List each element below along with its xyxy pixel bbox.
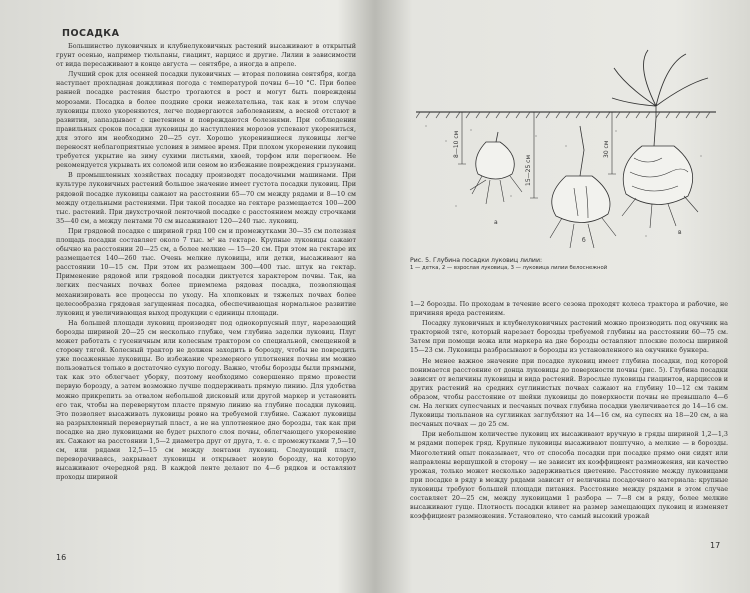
- paragraph: 1—2 борозды. По проходам в течение всего сезона проходят колеса трактора и рабочие, не причиняя вреда растениям.: [410, 300, 728, 318]
- paragraph: При небольшом количестве луковиц их высаживают вручную в гряды шириной 1,2—1,3 м рядами поперек гряд. Крупные луковицы высаживают поштучно, а мелкие — в борозды. Многолетний опыт показывает, что от способа посадки при посадке прямо они сидят или направлены вершушкой в сторону — не зависит их коэффициент размножения, ни качество урожая, только может несколько задерживаться цветение. Расстояние между луковицами при посадке в ряду в между рядами зависит от величины посадочного материала: крупные луковицы требуют большей площади питания. Расстояние между рядами в этом случае составляет 20—25 см, между луковицами 1 разбора — 7—8 см в ряду, более мелкие высаживают гуще. Плотность посадки влияет на размер замещающих луковиц и изменяет коэффициент размножения. Установлено, что самый высокий урожай: [410, 430, 728, 521]
- paragraph: Большинство луковичных и клубнелуковичных растений высаживают в открытый грунт осенью, например тюльпаны, гиацинт, нарцисс и другие. Лилии в зависимости от вида пересаживают в конце августа — сентябре, а иногда в апреле.: [56, 42, 356, 69]
- paragraph: Посадку луковичных и клубнелуковичных растений можно производить под окучник на тракторной тяге, который нарезает борозды требуемой глубины на расстоянии 60—75 см. Затем при помощи ножа или маркера на дне борозды оставляют плоские полосы шириной 15—23 см. Луковицы разбрасывают в борозды из установленного на окучнике бункера.: [410, 319, 728, 355]
- figure-caption: [410, 257, 730, 272]
- soil-hatching: [416, 112, 710, 118]
- bulb-lily: [612, 50, 708, 228]
- bulb-offset: [470, 132, 522, 204]
- page-number: 16: [56, 553, 67, 562]
- section-heading: ПОСАДКА: [62, 28, 120, 39]
- left-page-text: [56, 42, 356, 483]
- paragraph: При грядовой посадке с шириной гряд 100 см и промежутками 30—35 см полезная площадь посадки составляет около 7 тыс. м² на гектаре. Крупные луковицы сажают обычно на расстоянии 20—25 см, а более мелкие — 15—20 см. При этом на гектаре их размещается 140—260 тыс. Очень мелкие луковицы, или детки, высаживают на расстоянии 10—15 см. При этом их размещаем 300—400 тыс. штук на гектар. Применение рядовой или грядовой посадки диктуется характером почвы. Так, на легких песчаных почвах более приемлема рядовая посадка, позволяющая механизировать все процессы по уходу. На хлопковых и тяжелых почвах более целесообразна грядовая загущенная посадка, обеспечивающая нормальное развитие луковиц и увеличивающая выход продукции с единицы площади.: [56, 226, 356, 317]
- depth-label-a: 8—10 см: [453, 130, 460, 158]
- right-page-text: [410, 300, 728, 521]
- letter-a: а: [494, 219, 498, 226]
- letter-b: б: [582, 237, 586, 244]
- caption-title: Рис. 5. Глубина посадки луковиц лилии:: [410, 257, 543, 264]
- paragraph: Не менее важное значение при посадке луковиц имеет глубина посадки, под которой понимается расстояние от донца луковицы до поверхности почвы (рис. 5). Глубина посадки зависит от величины луковицы и вида растений. Взрослые луковицы гиацинтов, нарциссов и других растений на средних суглинистых почвах сажают на глубину 10—12 см таким образом, чтобы расстояние от шейки луковицы до поверхности почвы не превышало 4—6 см. На легких супесчаных и песчаных почвах глубина посадки увеличивается до 14—16 см. Луковицы тюльпанов на суглинках заглубляют на 14—16 см, на супесях на 18—20 см, а на песчаных почвах — до 25 см.: [410, 356, 728, 429]
- planting-depth-figure: [416, 46, 716, 256]
- depth-label-b: 15—25 см: [525, 154, 532, 186]
- left-page: [8, 0, 368, 593]
- letter-c: в: [678, 229, 682, 236]
- paragraph: На большей площади луковиц производят под однокорпусный плуг, нарезающий борозды шириной 20—25 см несколько глубже, чем глубина заделки луковиц. Плуг может работать с гусеничным или колесным трактором со специальной, смещенной в сторону тягой. Колесный трактор не должен заходить в борозду, чтобы не повредить уже посаженные луковицы. Во избежание чрезмерного уплотнения почвы им можно пользоваться только в достаточно сухую погоду. Важно, чтобы борозды были прямыми, так как это облегчает уборку, поэтому необходимо совершенно прямо провести первую борозду, а затем возможно лучше поддерживать прямую линию. Для удобства можно прикрепить за отвалом небольшой дисковый или другой маркер и установить его так, чтобы на перевернутом пласте прямую линию на глубине посадки луковиц. Это позволяет высаживать луковицы ровно на требуемой глубине. Сажают луковицы на разрыхленный перевернутый пласт, а не на уплотненное дно борозды, так как при посадке на дно луковицами не будет рыхлого слоя почвы, облегчающего укоренение их. Сажают на расстоянии 1,5—2 диаметра друг от друга, т. е. с промежутками 7,5—10 см, или рядами 12,5—15 см между лентами луковиц. Следующий пласт, переворачиваясь, закрывает луковицы и открывает новую борозду, на которую высаживают очередной ряд. В каждой ленте делают по 4—6 рядков и оставляют проходы шириной: [56, 318, 356, 482]
- paragraph: Лучший срок для осенней посадки луковичных — вторая половина сентября, когда наступает прохладная дождливая погода с температурой почвы 6—10 °С. При более ранней посадке растения быстро трогаются в рост и могут быть повреждены морозами. Посадка в более поздние сроки нежелательна, так как в этом случае луковицы плохо укореняются, легче подвергаются заболеваниям, а весной отстают в развитии, запаздывает с цветением и повреждаются болезнями. При соблюдении правильных сроков посадки луковицы до наступления морозов успевают укорениться, для этого им необходимо 20—25 сут. Хорошо укоренившиеся луковицы легче переносят неблагоприятные условия в зимнее время. При плохом укоренении луковиц требуется укрытие на зиму сухими листьями, хвоей, торфом или перегноем. Не рекомендуется укрывать их соломой или сеном во избежание повреждения грызунами.: [56, 70, 356, 170]
- paragraph: В промышленных хозяйствах посадку производят посадочными машинами. При культуре луковичных растений большое значение имеет густота посадки луковиц. При рядовой посадке луковицы сажают на расстоянии 65—70 см между рядами и 8—10 см между отдельными растениями. При такой посадке на гектаре размещается 100—200 тыс. растений. При двухстрочной ленточной посадке с расстоянием между строчками 35—40 см, а между лентами 70 см высаживают 120—240 тыс. луковиц.: [56, 171, 356, 225]
- depth-label-c: 30 см: [603, 140, 610, 158]
- page-number: 17: [710, 541, 721, 550]
- right-page: [392, 0, 744, 593]
- caption-legend: 1 — детка, 2 — взрослая луковица, 3 — луковица лилии белоснежной: [410, 264, 608, 271]
